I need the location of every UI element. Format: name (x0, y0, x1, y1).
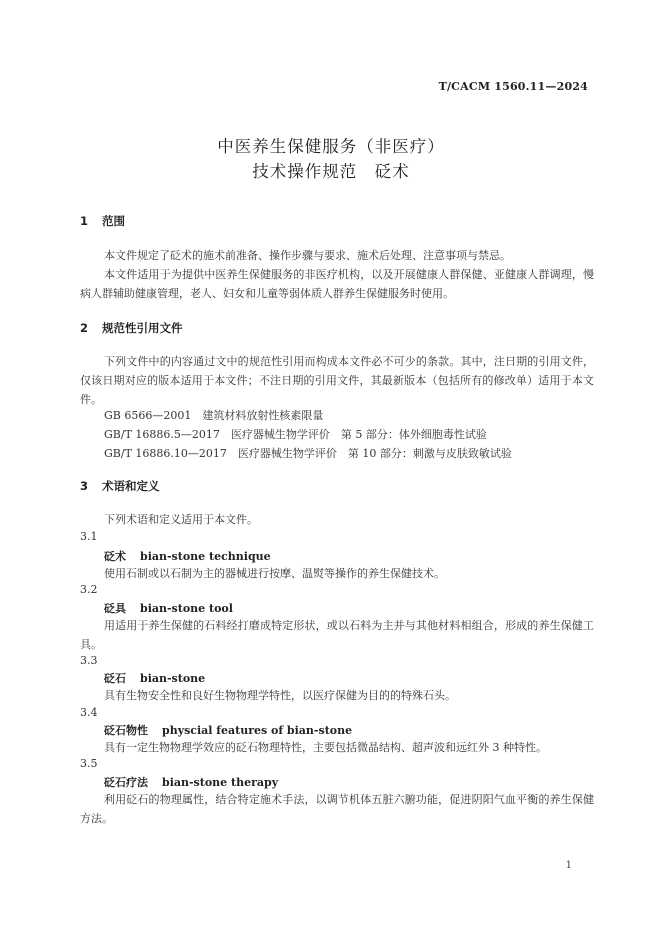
term-entry (104, 548, 271, 564)
reference-item: GB 6566—2001 建筑材料放射性核素限量 (104, 409, 324, 422)
section-heading-terms (80, 478, 160, 494)
section-number: 1 (80, 214, 89, 228)
term-number: 3.4 (80, 706, 98, 719)
term-number: 3.1 (80, 530, 98, 543)
term-definition: 具有一定生物物理学效应的砭石物理特性，主要包括微晶结构、超声波和远红外 3 种特性。 (104, 741, 547, 754)
term-english: bian-stone (140, 672, 206, 685)
term-definition: 使用石制或以石制为主的器械进行按摩、温熨等操作的养生保健技术。 (104, 567, 445, 580)
term-english: physcial features of bian-stone (162, 724, 353, 737)
term-entry (104, 600, 233, 616)
page-number: 1 (565, 860, 572, 871)
section-number: 2 (80, 321, 89, 335)
term-entry (104, 722, 352, 738)
term-english: bian-stone tool (140, 602, 233, 615)
reference-item: GB/T 16886.5—2017 医疗器械生物学评价 第 5 部分：体外细胞毒性试验 (104, 428, 487, 441)
reference-item: GB/T 16886.10—2017 医疗器械生物学评价 第 10 部分：刺激与皮肤致敏试验 (104, 447, 512, 460)
section-heading-scope (80, 213, 125, 229)
references-intro: 下列文件中的内容通过文中的规范性引用而构成本文件必不可少的条款。其中，注日期的引用文件，仅该日期对应的版本适用于本文件；不注日期的引用文件，其最新版本（包括所有的修改单）适用于本文件。 (80, 355, 594, 406)
term-english: bian-stone technique (140, 550, 271, 563)
terms-intro: 下列术语和定义适用于本文件。 (104, 513, 258, 526)
section-title: 范围 (102, 214, 126, 228)
term-chinese: 砭石物性 (104, 724, 148, 737)
term-entry (104, 670, 205, 686)
term-number: 3.5 (80, 757, 98, 770)
scope-paragraph-2: 本文件适用于为提供中医养生保健服务的非医疗机构，以及开展健康人群保健、亚健康人群调理，慢病人群辅助健康管理，老人、妇女和儿童等弱体质人群养生保健服务时使用。 (80, 268, 594, 300)
section-number: 3 (80, 479, 89, 493)
term-definition: 利用砭石的物理属性，结合特定施术手法，以调节机体五脏六腑功能，促进阴阳气血平衡的养生保健方法。 (80, 793, 594, 825)
term-definition: 具有生物安全性和良好生物物理学特性，以医疗保健为目的的特殊石头。 (104, 689, 456, 702)
term-chinese: 砭具 (104, 602, 126, 615)
document-title-line1: 中医养生保健服务（非医疗） (217, 137, 445, 156)
section-title: 术语和定义 (102, 479, 160, 493)
term-entry (104, 774, 278, 790)
term-number: 3.2 (80, 583, 98, 596)
term-chinese: 砭石 (104, 672, 126, 685)
term-definition: 用适用于养生保健的石料经打磨成特定形状，或以石料为主并与其他材料相组合，形成的养生保健工具。 (80, 619, 594, 651)
term-chinese: 砭术 (104, 550, 126, 563)
standard-number: T/CACM 1560.11—2024 (438, 80, 588, 93)
scope-paragraph-1: 本文件规定了砭术的施术前准备、操作步骤与要求、施术后处理、注意事项与禁忌。 (104, 249, 511, 262)
section-heading-references (80, 320, 183, 336)
term-english: bian-stone therapy (162, 776, 279, 789)
term-number: 3.3 (80, 654, 98, 667)
term-chinese: 砭石疗法 (104, 776, 148, 789)
document-title-line2: 技术操作规范 砭术 (252, 162, 410, 181)
section-title: 规范性引用文件 (102, 321, 183, 335)
